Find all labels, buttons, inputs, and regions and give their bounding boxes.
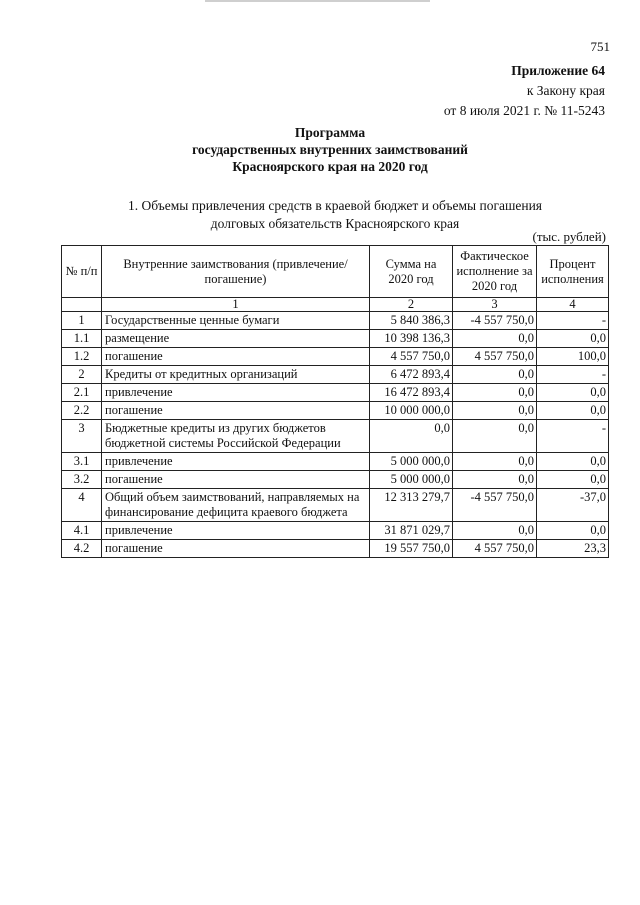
row-percent: 0,0 [537,453,609,471]
header-actual-2020: Фактическое исполнение за 2020 год [453,246,537,298]
row-name: привлечение [102,453,370,471]
row-name: привлечение [102,522,370,540]
table-row [62,402,609,420]
column-number: 3 [453,298,537,312]
column-number: 4 [537,298,609,312]
row-actual: -4 557 750,0 [453,489,537,522]
row-percent: - [537,420,609,453]
row-number: 1.1 [62,330,102,348]
row-sum: 5 840 386,3 [370,312,453,330]
appendix-title: Приложение 64 [511,63,605,78]
row-actual: 0,0 [453,522,537,540]
row-percent: 0,0 [537,522,609,540]
row-sum: 31 871 029,7 [370,522,453,540]
row-name: привлечение [102,384,370,402]
row-number: 4.2 [62,540,102,558]
row-name: погашение [102,471,370,489]
header-number: № п/п [62,246,102,298]
row-name: погашение [102,402,370,420]
table-row [62,522,609,540]
row-number: 1 [62,312,102,330]
column-number-blank [62,298,102,312]
row-name: Общий объем заимствований, направляемых на финансирование дефицита краевого бюджета [102,489,370,522]
page-number: 751 [590,39,610,54]
table-row [62,348,609,366]
row-name: размещение [102,330,370,348]
row-actual: 0,0 [453,471,537,489]
title-line-1: Программа [294,125,366,140]
header-percent: Процент исполнения [537,246,609,298]
row-sum: 0,0 [370,420,453,453]
row-number: 3.1 [62,453,102,471]
title-line-2: государственных внутренних заимствований [192,142,468,157]
row-number: 2 [62,366,102,384]
header-borrowing-name: Внутренние заимствования (привлечение/ погашение) [102,246,370,298]
row-percent: - [537,366,609,384]
row-actual: 0,0 [453,453,537,471]
section-heading-line-1: 1. Объемы привлечения средств в краевой бюджет и объемы погашения [127,198,543,213]
row-number: 3 [62,420,102,453]
appendix-law-reference: к Закону края [526,83,605,98]
section-heading-line-2: долговых обязательств Красноярского края [210,216,460,231]
row-percent: 23,3 [537,540,609,558]
header-sum-2020: Сумма на 2020 год [370,246,453,298]
row-sum: 10 398 136,3 [370,330,453,348]
table-row [62,471,609,489]
column-number: 1 [102,298,370,312]
row-number: 4 [62,489,102,522]
row-actual: 0,0 [453,366,537,384]
row-number: 3.2 [62,471,102,489]
row-name: Кредиты от кредитных организаций [102,366,370,384]
row-sum: 10 000 000,0 [370,402,453,420]
table-row [62,420,609,453]
row-sum: 12 313 279,7 [370,489,453,522]
table-row [62,366,609,384]
row-actual: 4 557 750,0 [453,348,537,366]
row-name: Бюджетные кредиты из других бюджетов бюджетной системы Российской Федерации [102,420,370,453]
row-actual: -4 557 750,0 [453,312,537,330]
row-name: Государственные ценные бумаги [102,312,370,330]
document-title [100,124,560,175]
row-percent: - [537,312,609,330]
row-number: 2.2 [62,402,102,420]
row-sum: 19 557 750,0 [370,540,453,558]
row-sum: 4 557 750,0 [370,348,453,366]
row-percent: 100,0 [537,348,609,366]
table-row [62,453,609,471]
row-actual: 4 557 750,0 [453,540,537,558]
row-percent: -37,0 [537,489,609,522]
appendix-law-date: от 8 июля 2021 г. № 11-5243 [443,103,605,118]
row-percent: 0,0 [537,402,609,420]
row-name: погашение [102,348,370,366]
row-number: 4.1 [62,522,102,540]
table-row [62,489,609,522]
borrowings-table [61,245,609,558]
row-name: погашение [102,540,370,558]
row-actual: 0,0 [453,330,537,348]
table-row [62,312,609,330]
section-heading [95,197,575,233]
row-actual: 0,0 [453,402,537,420]
row-percent: 0,0 [537,384,609,402]
row-sum: 16 472 893,4 [370,384,453,402]
row-number: 2.1 [62,384,102,402]
row-percent: 0,0 [537,330,609,348]
table-row [62,540,609,558]
units-label: (тыс. рублей) [532,229,606,244]
appendix-block [444,61,605,121]
scan-top-edge [205,0,430,2]
row-sum: 5 000 000,0 [370,453,453,471]
row-actual: 0,0 [453,420,537,453]
table-row [62,384,609,402]
row-sum: 5 000 000,0 [370,471,453,489]
row-percent: 0,0 [537,471,609,489]
column-number-row [62,298,609,312]
column-number: 2 [370,298,453,312]
row-sum: 6 472 893,4 [370,366,453,384]
row-number: 1.2 [62,348,102,366]
title-line-3: Красноярского края на 2020 год [232,159,428,174]
table-row [62,330,609,348]
row-actual: 0,0 [453,384,537,402]
